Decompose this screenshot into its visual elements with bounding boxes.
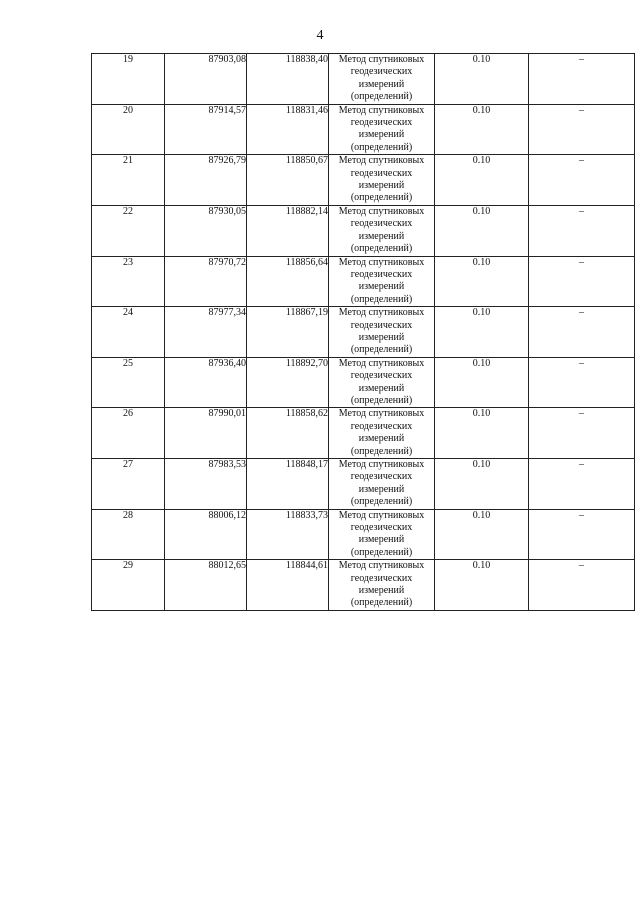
x-coordinate-cell: 87990,01 xyxy=(165,408,247,459)
point-number-cell: 28 xyxy=(92,509,165,560)
method-line: измерений xyxy=(358,331,405,343)
point-number-cell: 22 xyxy=(92,205,165,256)
method-line: (определений) xyxy=(350,597,413,609)
method-line: измерений xyxy=(358,230,405,242)
description-cell: – xyxy=(529,408,635,459)
table-row xyxy=(92,155,635,206)
x-coordinate-cell: 88012,65 xyxy=(165,560,247,611)
method-line: геодезических xyxy=(350,218,413,230)
x-coordinate-cell: 87977,34 xyxy=(165,307,247,358)
y-coordinate-cell: 118892,70 xyxy=(247,357,329,408)
table-row xyxy=(92,459,635,510)
description-cell: – xyxy=(529,509,635,560)
accuracy-cell: 0.10 xyxy=(435,256,529,307)
method-line: измерений xyxy=(358,129,405,141)
x-coordinate-cell: 87983,53 xyxy=(165,459,247,510)
y-coordinate-cell: 118831,46 xyxy=(247,104,329,155)
method-line: Метод спутниковых xyxy=(338,459,425,470)
accuracy-cell: 0.10 xyxy=(435,54,529,105)
method-line: геодезических xyxy=(350,167,413,179)
method-line: измерений xyxy=(358,534,405,546)
table-row xyxy=(92,307,635,358)
method-line: измерений xyxy=(358,483,405,495)
method-cell xyxy=(329,459,435,510)
method-cell xyxy=(329,205,435,256)
accuracy-cell: 0.10 xyxy=(435,560,529,611)
method-line: геодезических xyxy=(350,522,413,534)
method-line: Метод спутниковых xyxy=(338,205,425,217)
point-number-cell: 29 xyxy=(92,560,165,611)
method-cell xyxy=(329,155,435,206)
method-line: измерений xyxy=(358,585,405,597)
method-line: измерений xyxy=(358,382,405,394)
table-row xyxy=(92,509,635,560)
point-number-cell: 20 xyxy=(92,104,165,155)
method-line: геодезических xyxy=(350,420,413,432)
point-number-cell: 19 xyxy=(92,54,165,105)
method-line: Метод спутниковых xyxy=(338,104,425,116)
description-cell: – xyxy=(529,205,635,256)
method-line: геодезических xyxy=(350,471,413,483)
method-line: измерений xyxy=(358,433,405,445)
page-number: 4 xyxy=(316,28,324,43)
method-cell xyxy=(329,307,435,358)
method-cell xyxy=(329,560,435,611)
method-cell xyxy=(329,104,435,155)
table-row xyxy=(92,408,635,459)
method-line: Метод спутниковых xyxy=(338,408,425,420)
accuracy-cell: 0.10 xyxy=(435,205,529,256)
coordinates-table xyxy=(91,53,635,611)
method-line: Метод спутниковых xyxy=(338,54,425,65)
description-cell: – xyxy=(529,560,635,611)
table-row xyxy=(92,205,635,256)
x-coordinate-cell: 87926,79 xyxy=(165,155,247,206)
x-coordinate-cell: 87914,57 xyxy=(165,104,247,155)
description-cell: – xyxy=(529,54,635,105)
table-row xyxy=(92,104,635,155)
method-line: (определений) xyxy=(350,192,413,204)
point-number-cell: 27 xyxy=(92,459,165,510)
table-row xyxy=(92,54,635,105)
x-coordinate-cell: 87936,40 xyxy=(165,357,247,408)
method-line: (определений) xyxy=(350,496,413,508)
accuracy-cell: 0.10 xyxy=(435,357,529,408)
method-cell xyxy=(329,357,435,408)
method-line: (определений) xyxy=(350,344,413,356)
accuracy-cell: 0.10 xyxy=(435,307,529,358)
method-line: Метод спутниковых xyxy=(338,357,425,369)
method-cell xyxy=(329,54,435,105)
x-coordinate-cell: 88006,12 xyxy=(165,509,247,560)
y-coordinate-cell: 118850,67 xyxy=(247,155,329,206)
description-cell: – xyxy=(529,459,635,510)
point-number-cell: 23 xyxy=(92,256,165,307)
method-line: измерений xyxy=(358,180,405,192)
method-line: (определений) xyxy=(350,243,413,255)
accuracy-cell: 0.10 xyxy=(435,408,529,459)
method-line: (определений) xyxy=(350,445,413,457)
method-line: измерений xyxy=(358,281,405,293)
y-coordinate-cell: 118848,17 xyxy=(247,459,329,510)
method-line: Метод спутниковых xyxy=(338,256,425,268)
description-cell: – xyxy=(529,307,635,358)
y-coordinate-cell: 118833,73 xyxy=(247,509,329,560)
description-cell: – xyxy=(529,104,635,155)
method-line: (определений) xyxy=(350,141,413,153)
method-line: геодезических xyxy=(350,117,413,129)
method-line: (определений) xyxy=(350,394,413,406)
accuracy-cell: 0.10 xyxy=(435,104,529,155)
table-row xyxy=(92,560,635,611)
method-line: (определений) xyxy=(350,546,413,558)
method-line: геодезических xyxy=(350,268,413,280)
method-line: геодезических xyxy=(350,370,413,382)
method-cell xyxy=(329,509,435,560)
accuracy-cell: 0.10 xyxy=(435,459,529,510)
description-cell: – xyxy=(529,357,635,408)
method-line: Метод спутниковых xyxy=(338,307,425,319)
description-cell: – xyxy=(529,256,635,307)
x-coordinate-cell: 87903,08 xyxy=(165,54,247,105)
method-line: (определений) xyxy=(350,293,413,305)
method-line: геодезических xyxy=(350,572,413,584)
method-cell xyxy=(329,408,435,459)
method-line: (определений) xyxy=(350,91,413,103)
x-coordinate-cell: 87970,72 xyxy=(165,256,247,307)
y-coordinate-cell: 118858,62 xyxy=(247,408,329,459)
table-row xyxy=(92,256,635,307)
y-coordinate-cell: 118844,61 xyxy=(247,560,329,611)
description-cell: – xyxy=(529,155,635,206)
method-line: Метод спутниковых xyxy=(338,560,425,572)
method-cell xyxy=(329,256,435,307)
method-line: Метод спутниковых xyxy=(338,509,425,521)
method-line: геодезических xyxy=(350,319,413,331)
coordinates-table-body xyxy=(92,54,635,611)
point-number-cell: 26 xyxy=(92,408,165,459)
point-number-cell: 24 xyxy=(92,307,165,358)
accuracy-cell: 0.10 xyxy=(435,155,529,206)
y-coordinate-cell: 118856,64 xyxy=(247,256,329,307)
x-coordinate-cell: 87930,05 xyxy=(165,205,247,256)
method-line: Метод спутниковых xyxy=(338,155,425,167)
accuracy-cell: 0.10 xyxy=(435,509,529,560)
y-coordinate-cell: 118838,40 xyxy=(247,54,329,105)
method-line: измерений xyxy=(358,78,405,90)
y-coordinate-cell: 118882,14 xyxy=(247,205,329,256)
point-number-cell: 25 xyxy=(92,357,165,408)
method-line: геодезических xyxy=(350,66,413,78)
point-number-cell: 21 xyxy=(92,155,165,206)
table-row xyxy=(92,357,635,408)
y-coordinate-cell: 118867,19 xyxy=(247,307,329,358)
